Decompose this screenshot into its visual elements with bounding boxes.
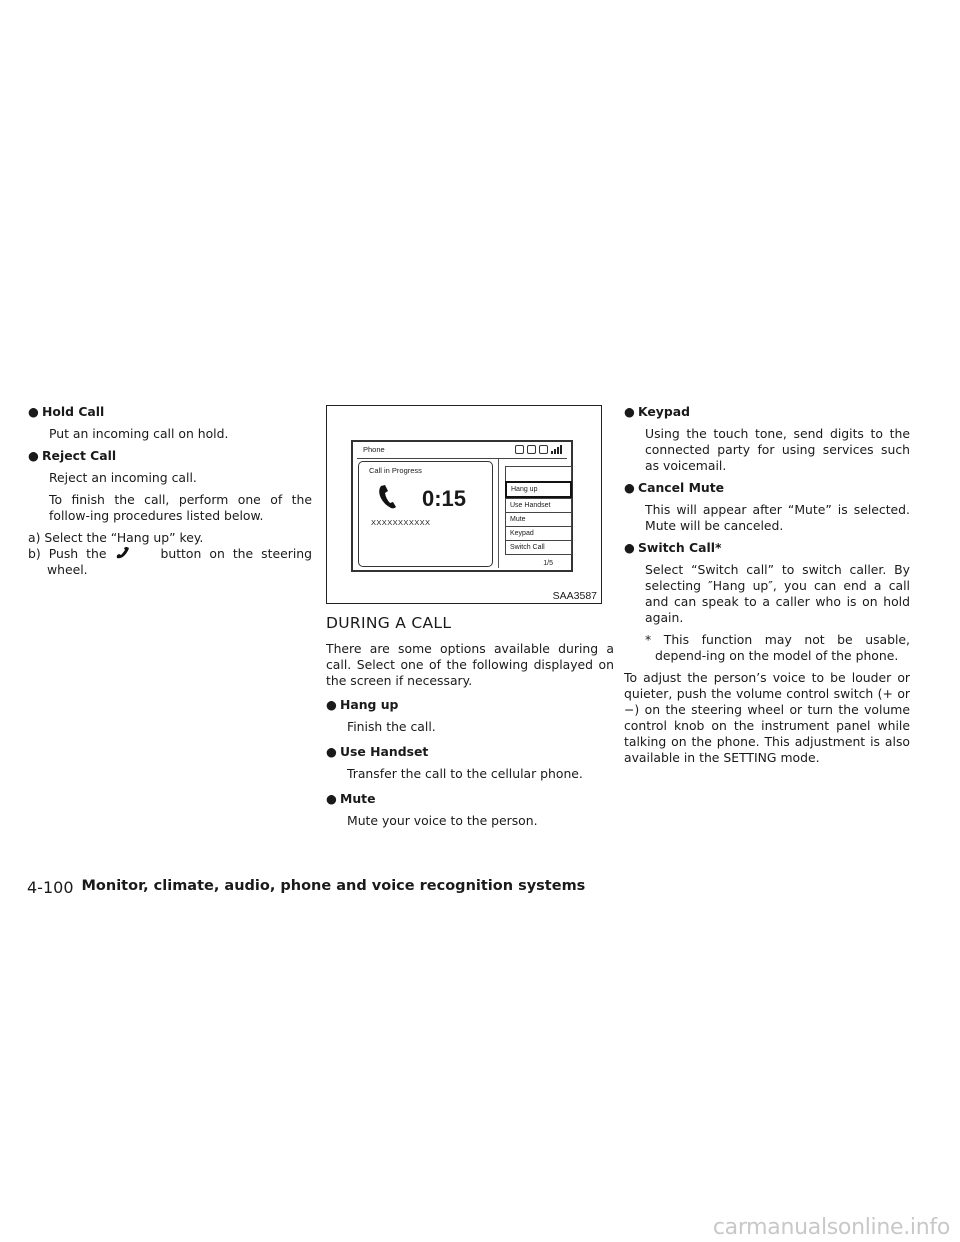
section-title: Monitor, climate, audio, phone and voice recognition systems xyxy=(81,878,586,894)
desc-switch-call: Select “Switch call” to switch caller. By selecting ″Hang up″, you can end a call and can speak to a caller who is on hold again. xyxy=(645,562,910,625)
bullet-dot: ● xyxy=(624,404,635,419)
phone-display xyxy=(351,440,573,572)
bullet-item-hang-up xyxy=(326,697,614,713)
bullet-item-keypad xyxy=(624,404,910,420)
figure-id: SAA3587 xyxy=(550,589,600,603)
volume-adjust-text: To adjust the person’s voice to be louder or quieter, push the volume control switch (+ or −) on the steering wheel or turn the volume control knob on the instrument panel while talking on the phone. This adjustment is also available in the SETTING mode. xyxy=(624,670,910,765)
intro-text: There are some options available during a call. Select one of the following displayed on the screen if necessary. xyxy=(326,641,614,688)
screen-title: Phone xyxy=(363,445,385,454)
menu-pager: 1/5 xyxy=(543,560,553,567)
step-b-before: b) Push the xyxy=(28,546,107,561)
bullet-item-use-handset xyxy=(326,744,614,760)
menu-item-use-handset[interactable]: Use Handset xyxy=(505,498,572,512)
handset-icon xyxy=(377,484,399,510)
menu-header xyxy=(505,466,572,481)
page-number: 4-100 xyxy=(27,878,74,897)
bullet-item-hold-call xyxy=(28,404,312,420)
status-icons xyxy=(515,443,565,455)
bullet-dot: ● xyxy=(624,480,635,495)
title-divider xyxy=(357,458,567,459)
column-middle xyxy=(326,641,614,835)
bullet-dot: ● xyxy=(28,448,39,463)
footnote: * This function may not be usable, depend-ing on the model of the phone. xyxy=(645,632,910,663)
step-a: a) Select the “Hang up” key. xyxy=(28,530,204,545)
desc-use-handset: Transfer the call to the cellular phone. xyxy=(347,766,583,781)
bullet-item-reject-call xyxy=(28,448,312,464)
term-cancel-mute: Cancel Mute xyxy=(638,480,725,495)
step-b-after: button on the steering wheel. xyxy=(47,546,312,577)
desc-hold-call: Put an incoming call on hold. xyxy=(49,426,229,441)
battery-icon xyxy=(539,445,548,454)
term-mute: Mute xyxy=(340,791,376,806)
menu-item-hang-up[interactable]: Hang up xyxy=(505,481,572,498)
bullet-dot: ● xyxy=(326,744,337,759)
desc-hang-up: Finish the call. xyxy=(347,719,436,734)
call-panel xyxy=(358,461,493,567)
call-status: Call in Progress xyxy=(369,466,422,475)
info-icon xyxy=(527,445,536,454)
watermark: carmanualsonline.info xyxy=(712,1215,950,1240)
bullet-dot: ● xyxy=(326,697,337,712)
menu-item-keypad[interactable]: Keypad xyxy=(505,526,572,540)
bluetooth-icon xyxy=(515,445,524,454)
column-left xyxy=(28,404,312,578)
bullet-item-cancel-mute xyxy=(624,480,910,496)
term-keypad: Keypad xyxy=(638,404,690,419)
term-reject-call: Reject Call xyxy=(42,448,117,463)
step-b xyxy=(28,546,312,578)
bullet-item-mute xyxy=(326,791,614,807)
menu-item-switch-call[interactable]: Switch Call xyxy=(505,540,572,555)
menu-item-mute[interactable]: Mute xyxy=(505,512,572,526)
desc-keypad: Using the touch tone, send digits to the connected party for using services such as voicemail. xyxy=(645,426,910,473)
vertical-divider xyxy=(498,459,499,568)
call-options-menu xyxy=(505,466,572,555)
desc-reject-call: Reject an incoming call. xyxy=(49,470,197,485)
signal-strength-icon xyxy=(551,444,565,454)
phone-handset-icon xyxy=(114,546,134,560)
desc-cancel-mute: This will appear after “Mute” is selected. Mute will be canceled. xyxy=(645,502,910,533)
term-switch-call: Switch Call* xyxy=(638,540,722,555)
term-hold-call: Hold Call xyxy=(42,404,105,419)
bullet-dot: ● xyxy=(624,540,635,555)
bullet-item-switch-call xyxy=(624,540,910,556)
page-footer xyxy=(27,878,585,897)
bullet-dot: ● xyxy=(28,404,39,419)
column-right xyxy=(624,404,910,766)
term-use-handset: Use Handset xyxy=(340,744,429,759)
desc-mute: Mute your voice to the person. xyxy=(347,813,538,828)
finish-call-text: To finish the call, perform one of the follow-ing procedures listed below. xyxy=(49,492,312,523)
term-hang-up: Hang up xyxy=(340,697,399,712)
caller-number: XXXXXXXXXXX xyxy=(371,518,431,527)
phone-screen-figure xyxy=(326,405,602,604)
call-timer: 0:15 xyxy=(422,486,467,511)
bullet-dot: ● xyxy=(326,791,337,806)
section-heading: DURING A CALL xyxy=(326,614,452,632)
